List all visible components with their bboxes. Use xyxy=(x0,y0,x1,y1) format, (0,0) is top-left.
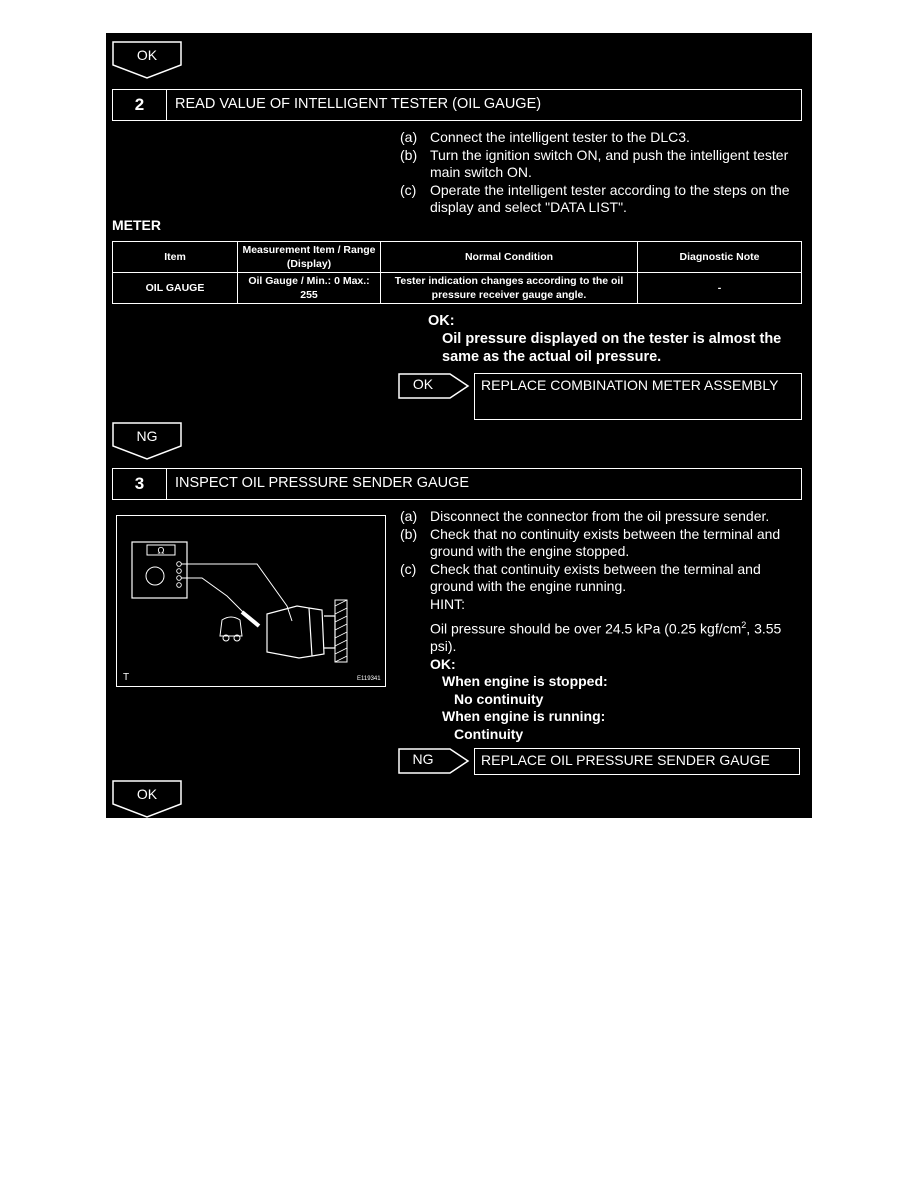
instruction-row: (a) Connect the intelligent tester to the DLC3. xyxy=(400,129,690,145)
step-2-ok-label: OK: xyxy=(428,313,455,329)
step-3-instructions xyxy=(400,508,804,743)
condition-running-label: When engine is running: xyxy=(442,708,606,725)
step-3-number: 3 xyxy=(113,469,167,499)
ohm-symbol: Ω xyxy=(157,546,165,557)
hint-text: Oil pressure should be over 24.5 kPa (0.25 kgf/$cm^2$, 3.55 psi). xyxy=(430,620,782,655)
step-2-ok-text: Oil pressure displayed on the tester is almost the same as the actual oil pressure. xyxy=(442,331,782,365)
illustration-figure-id: E119341 xyxy=(357,676,381,682)
instruction-row: (a) Disconnect the connector from the oil pressure sender. xyxy=(400,508,770,524)
step-2-instructions xyxy=(400,129,800,217)
step-3-title: INSPECT OIL PRESSURE SENDER GAUGE xyxy=(175,475,470,491)
manual-page xyxy=(106,33,812,818)
table-header-row xyxy=(113,242,802,273)
ok-flow-tab-top-label: OK xyxy=(136,47,158,63)
condition-stopped-label: When engine is stopped: xyxy=(442,673,608,690)
step-2-header xyxy=(112,89,802,121)
step-2-number: 2 xyxy=(113,90,167,120)
step-3-ok-label: OK: xyxy=(430,655,456,672)
step-3-header xyxy=(112,468,802,500)
table-row xyxy=(113,273,802,304)
ok-flow-tab-bottom xyxy=(112,780,182,820)
illustration-corner-letter: T xyxy=(123,672,130,683)
instruction-row: (b) Turn the ignition switch ON, and push the intelligent tester main switch ON. xyxy=(400,146,789,180)
step-2-result-tag: OK xyxy=(398,373,468,399)
ng-flow-tab-label: NG xyxy=(136,428,158,444)
step-3-result-box: REPLACE OIL PRESSURE SENDER GAUGE xyxy=(474,748,800,775)
ok-flow-tab-top xyxy=(112,41,182,81)
step-2-title: READ VALUE OF INTELLIGENT TESTER (OIL GAUGE) xyxy=(175,96,542,112)
table-header: Measurement Item / Range (Display) xyxy=(238,242,381,273)
table-cell: - xyxy=(638,273,802,304)
oil-pressure-sender-illustration xyxy=(116,515,386,687)
table-cell: OIL GAUGE xyxy=(113,273,238,304)
table-cell: Tester indication changes according to the oil pressure receiver gauge angle. xyxy=(381,273,638,304)
instruction-row: (c) Operate the intelligent tester according to the steps on the display and select "DATA LIST". xyxy=(400,181,790,215)
table-header: Diagnostic Note xyxy=(638,242,802,273)
table-header: Item xyxy=(113,242,238,273)
meter-table xyxy=(112,241,802,304)
step-3-result-tag: NG xyxy=(398,748,468,774)
meter-section-label: METER xyxy=(112,217,161,233)
table-header: Normal Condition xyxy=(381,242,638,273)
ohmmeter-diagram xyxy=(117,516,387,688)
instruction-row: (c) Check that continuity exists between the terminal and ground with the engine running. xyxy=(400,560,761,594)
ok-flow-tab-bottom-label: OK xyxy=(136,786,158,802)
condition-stopped-value: No continuity xyxy=(454,690,544,707)
table-cell: Oil Gauge / Min.: 0 Max.: 255 xyxy=(238,273,381,304)
instruction-row: (b) Check that no continuity exists between the terminal and ground with the engine stopped. xyxy=(400,525,781,559)
hint-label: HINT: xyxy=(430,595,465,612)
step-2-result-box: REPLACE COMBINATION METER ASSEMBLY xyxy=(474,373,802,420)
condition-running-value: Continuity xyxy=(454,725,524,742)
ng-flow-tab xyxy=(112,422,182,462)
